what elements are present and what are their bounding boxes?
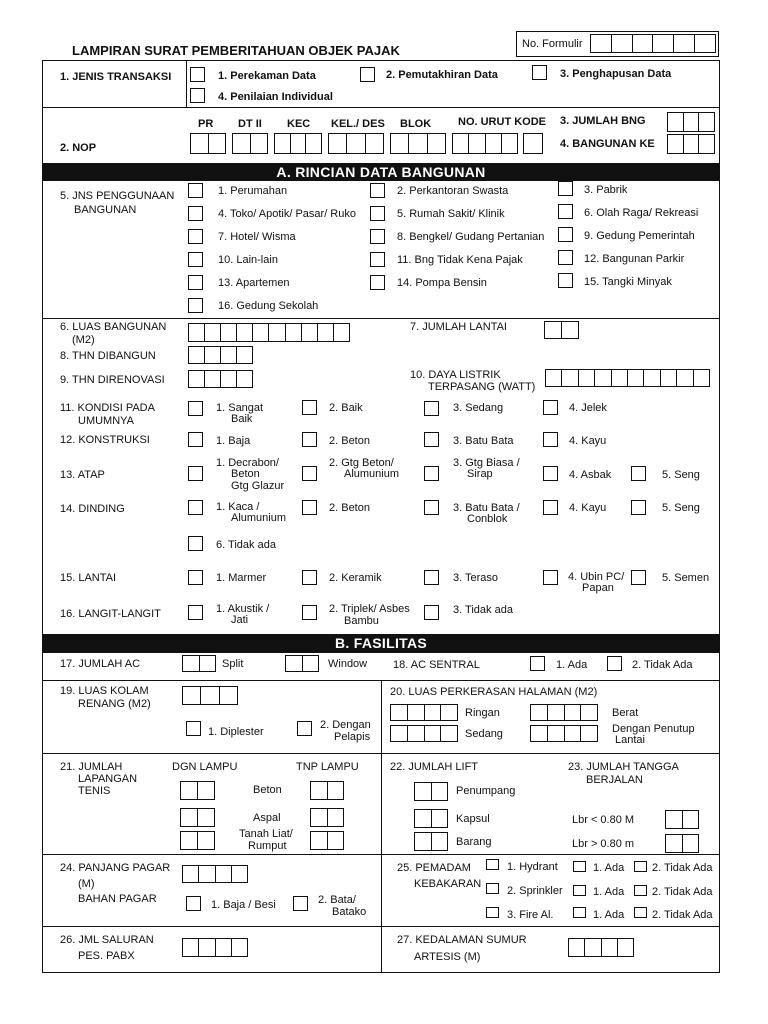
nop-kec-head: KEC xyxy=(287,118,311,130)
sumur-label: 27. KEDALAMAN SUMUR xyxy=(397,934,527,946)
ac-sentral-label: 18. AC SENTRAL xyxy=(393,659,480,671)
sprinkler-checkbox[interactable] xyxy=(486,883,499,894)
thn-direnovasi-label: 9. THN DIRENOVASI xyxy=(60,374,165,386)
dinding-opt1-label: 1. Kaca / xyxy=(216,501,260,513)
jns-opt6-checkbox[interactable] xyxy=(558,204,573,219)
tenis-dgn-beton-input[interactable] xyxy=(180,781,215,800)
nop-nourut-input[interactable] xyxy=(452,133,518,154)
fire-alarm-label: 3. Fire Al. xyxy=(507,909,554,921)
lantai-opt3-label: 3. Teraso xyxy=(453,572,499,584)
kondisi-opt2-label: 2. Baik xyxy=(329,402,363,414)
atap-opt2-checkbox[interactable] xyxy=(302,466,317,481)
lift-kapsul-label: Kapsul xyxy=(456,813,490,825)
langit-opt3-checkbox[interactable] xyxy=(424,605,439,620)
langit-opt2-label-2: Bambu xyxy=(344,615,379,627)
pemutakhiran-label: 2. Pemutakhiran Data xyxy=(386,69,498,81)
tenis-label: 21. JUMLAH xyxy=(60,761,123,773)
atap-opt1-label-3: Gtg Glazur xyxy=(231,480,285,492)
jns-opt6-label: 6. Olah Raga/ Rekreasi xyxy=(584,207,699,219)
langit-label: 16. LANGIT-LANGIT xyxy=(60,608,161,620)
dinding-opt5-checkbox[interactable] xyxy=(631,500,646,515)
divider xyxy=(186,60,187,107)
sprinkler-ada-label: 1. Ada xyxy=(593,886,625,898)
langit-opt1-label: 1. Akustik / xyxy=(216,603,270,615)
hydrant-tidak-label: 2. Tidak Ada xyxy=(652,862,713,874)
dinding-opt3-label-2: Conblok xyxy=(467,513,508,525)
kolam-input[interactable] xyxy=(182,686,238,705)
jns-opt9-checkbox[interactable] xyxy=(558,227,573,242)
bangunan-ke-label: 4. BANGUNAN KE xyxy=(560,138,655,150)
kondisi-opt4-label: 4. Jelek xyxy=(569,402,607,414)
divider xyxy=(381,680,382,973)
tenis-aspal-label: Aspal xyxy=(253,812,281,824)
fire-alarm-ada-label: 1. Ada xyxy=(593,909,625,921)
bahan-pagar-label: BAHAN PAGAR xyxy=(78,893,157,905)
tenis-tnp-beton-input[interactable] xyxy=(310,781,344,800)
daya-listrik-label: 10. DAYA LISTRIK xyxy=(410,369,501,381)
nop-kode-input[interactable] xyxy=(523,133,543,154)
jns-opt3-label: 3. Pabrik xyxy=(584,184,628,196)
dinding-opt6-checkbox[interactable] xyxy=(188,536,203,551)
perkerasan-penutup-label: Dengan Penutup xyxy=(612,723,695,735)
perkerasan-penutup-label-2: Lantai xyxy=(615,734,645,746)
penghapusan-checkbox[interactable] xyxy=(532,65,547,80)
perkerasan-penutup-input[interactable] xyxy=(530,725,598,742)
tangga-label-2: BERJALAN xyxy=(586,774,643,786)
atap-opt2-label-2: Alumunium xyxy=(344,468,400,480)
pemadam-label: 25. PEMADAM xyxy=(397,862,471,874)
daya-listrik-unit: TERPASANG (WATT) xyxy=(428,381,536,393)
tenis-dgn-head: DGN LAMPU xyxy=(172,761,238,773)
jns-opt10-label: 10. Lain-lain xyxy=(218,254,278,266)
langit-opt1-label-2: Jati xyxy=(231,614,249,626)
perkerasan-sedang-input[interactable] xyxy=(390,725,458,742)
sprinkler-tidak-label: 2. Tidak Ada xyxy=(652,886,713,898)
thn-dibangun-label: 8. THN DIBANGUN xyxy=(60,350,156,362)
pagar-unit: (M) xyxy=(78,878,95,890)
tenis-tanah-label: Tanah Liat/ xyxy=(239,828,293,840)
hydrant-ada-label: 1. Ada xyxy=(593,862,625,874)
nop-kec-input[interactable] xyxy=(274,133,322,154)
ac-sentral-tidak-label: 2. Tidak Ada xyxy=(632,659,693,671)
jumlah-bng-label: 3. JUMLAH BNG xyxy=(560,115,646,127)
lantai-opt5-checkbox[interactable] xyxy=(631,570,646,585)
pagar-baja-checkbox[interactable] xyxy=(186,896,201,911)
dinding-opt2-checkbox[interactable] xyxy=(302,500,317,515)
atap-label: 13. ATAP xyxy=(60,469,105,481)
nop-keldes-head: KEL./ DES xyxy=(331,118,385,130)
ac-split-label: Split xyxy=(222,658,244,670)
atap-opt1-label-2: Beton xyxy=(231,468,260,480)
konstruksi-opt4-label: 4. Kayu xyxy=(569,435,607,447)
jns-opt8-checkbox[interactable] xyxy=(370,229,385,244)
perkerasan-label: 20. LUAS PERKERASAN HALAMAN (M2) xyxy=(390,686,598,698)
tangga-lbr1-label: Lbr < 0.80 M xyxy=(572,814,635,826)
nop-dt2-input[interactable] xyxy=(232,133,268,154)
atap-opt5-label: 5. Seng xyxy=(662,469,700,481)
pabx-label-2: PES. PABX xyxy=(78,950,135,962)
atap-opt3-checkbox[interactable] xyxy=(424,466,439,481)
no-formulir-label: No. Formulir xyxy=(522,38,583,50)
jns-opt16-label: 16. Gedung Sekolah xyxy=(218,300,319,312)
atap-opt1-checkbox[interactable] xyxy=(188,466,203,481)
konstruksi-opt3-label: 3. Batu Bata xyxy=(453,435,514,447)
lift-kapsul-input[interactable] xyxy=(414,809,448,828)
jns-opt5-label: 5. Rumah Sakit/ Klinik xyxy=(397,208,505,220)
konstruksi-opt4-checkbox[interactable] xyxy=(543,432,558,447)
kondisi-label: 11. KONDISI PADA xyxy=(60,402,155,414)
dinding-opt3-checkbox[interactable] xyxy=(424,500,439,515)
divider xyxy=(42,652,720,653)
kolam-diplester-label: 1. Diplester xyxy=(208,726,264,738)
luas-bangunan-input[interactable] xyxy=(188,323,350,342)
tenis-tnp-head: TNP LAMPU xyxy=(296,761,359,773)
tangga-lbr2-label: Lbr > 0.80 m xyxy=(572,838,635,850)
langit-opt3-label: 3. Tidak ada xyxy=(453,604,513,616)
fire-alarm-tidak-label: 2. Tidak Ada xyxy=(652,909,713,921)
thn-dibangun-input[interactable] xyxy=(188,346,253,364)
konstruksi-opt2-label: 2. Beton xyxy=(329,435,370,447)
perkerasan-berat-input[interactable] xyxy=(530,704,598,721)
kondisi-label-2: UMUMNYA xyxy=(78,415,135,427)
kolam-pelapis-checkbox[interactable] xyxy=(297,721,312,736)
tenis-dgn-aspal-input[interactable] xyxy=(180,808,215,827)
jumlah-lantai-input[interactable] xyxy=(544,321,579,339)
lift-barang-input[interactable] xyxy=(414,832,448,851)
sprinkler-label: 2. Sprinkler xyxy=(507,885,563,897)
perkerasan-sedang-label: Sedang xyxy=(465,728,503,740)
ac-sentral-tidak-checkbox[interactable] xyxy=(607,656,622,671)
jns-opt13-label: 13. Apartemen xyxy=(218,277,290,289)
jumlah-bng-input[interactable] xyxy=(667,112,715,132)
perkerasan-ringan-input[interactable] xyxy=(390,704,458,721)
lantai-opt1-label: 1. Marmer xyxy=(216,572,267,584)
jns-opt2-checkbox[interactable] xyxy=(370,183,385,198)
pagar-bata-checkbox[interactable] xyxy=(293,896,308,911)
jns-label: 5. JNS PENGGUNAAN xyxy=(60,190,175,202)
perkerasan-berat-label: Berat xyxy=(612,707,639,719)
atap-opt4-checkbox[interactable] xyxy=(543,466,558,481)
jns-opt1-label: 1. Perumahan xyxy=(218,185,288,197)
lantai-opt4-checkbox[interactable] xyxy=(543,570,558,585)
nop-blok-head: BLOK xyxy=(400,118,432,130)
kondisi-opt1-label: 1. Sangat xyxy=(216,402,264,414)
ac-window-label: Window xyxy=(328,658,368,670)
fire-alarm-checkbox[interactable] xyxy=(486,907,499,918)
hydrant-tidak-checkbox[interactable] xyxy=(634,861,647,872)
jns-opt8-label: 8. Bengkel/ Gudang Pertanian xyxy=(397,231,545,243)
sumur-unit: ARTESIS (M) xyxy=(414,951,481,963)
pabx-input[interactable] xyxy=(182,938,248,957)
lantai-opt2-label: 2. Keramik xyxy=(329,572,382,584)
tangga-lbr1-input[interactable] xyxy=(665,810,699,829)
atap-opt3-label-2: Sirap xyxy=(467,468,493,480)
lift-penumpang-input[interactable] xyxy=(414,782,448,801)
sprinkler-ada-checkbox[interactable] xyxy=(573,885,586,896)
pagar-bata-label-2: Batako xyxy=(332,906,367,918)
lantai-opt4-label: 4. Ubin PC/ xyxy=(568,571,625,583)
jns-opt12-label: 12. Bangunan Parkir xyxy=(584,253,685,265)
jns-label-2: BANGUNAN xyxy=(74,204,137,216)
pagar-bata-label: 2. Bata/ xyxy=(318,894,356,906)
sprinkler-tidak-checkbox[interactable] xyxy=(634,885,647,896)
no-formulir-input[interactable] xyxy=(590,34,716,53)
divider xyxy=(42,318,720,319)
tenis-label-3: TENIS xyxy=(78,785,111,797)
jenis-transaksi-label: 1. JENIS TRANSAKSI xyxy=(60,71,172,83)
kolam-diplester-checkbox[interactable] xyxy=(186,721,201,736)
lantai-opt3-checkbox[interactable] xyxy=(424,570,439,585)
ac-window-input[interactable] xyxy=(285,655,319,672)
sumur-input[interactable] xyxy=(568,938,634,957)
kolam-label-2: RENANG (M2) xyxy=(78,698,151,710)
kondisi-opt4-checkbox[interactable] xyxy=(543,400,558,415)
dinding-opt4-checkbox[interactable] xyxy=(543,500,558,515)
bangunan-ke-input[interactable] xyxy=(667,134,715,154)
lantai-label: 15. LANTAI xyxy=(60,572,117,584)
jns-opt7-checkbox[interactable] xyxy=(188,229,203,244)
nop-keldes-input[interactable] xyxy=(328,133,384,154)
konstruksi-label: 12. KONSTRUKSI xyxy=(60,434,150,446)
jns-opt4-checkbox[interactable] xyxy=(188,206,203,221)
jns-opt14-label: 14. Pompa Bensin xyxy=(397,277,487,289)
jns-opt11-checkbox[interactable] xyxy=(370,252,385,267)
nop-pr-input[interactable] xyxy=(190,133,226,154)
jns-opt4-label: 4. Toko/ Apotik/ Pasar/ Ruko xyxy=(218,208,356,220)
jns-opt2-label: 2. Perkantoran Swasta xyxy=(397,185,509,197)
fire-alarm-tidak-checkbox[interactable] xyxy=(634,907,647,918)
lantai-opt5-label: 5. Semen xyxy=(662,572,710,584)
nop-dt2-head: DT II xyxy=(238,118,262,130)
pemadam-label-2: KEBAKARAN xyxy=(414,878,482,890)
jns-opt12-checkbox[interactable] xyxy=(558,250,573,265)
dinding-opt2-label: 2. Beton xyxy=(329,502,370,514)
ac-sentral-ada-checkbox[interactable] xyxy=(530,656,545,671)
jns-opt16-checkbox[interactable] xyxy=(188,298,203,313)
pabx-label: 26. JML SALURAN xyxy=(60,934,154,946)
section-a-header: A. RINCIAN DATA BANGUNAN xyxy=(42,163,720,181)
perekaman-label: 1. Perekaman Data xyxy=(218,70,316,82)
nop-pr-head: PR xyxy=(198,118,214,130)
kondisi-opt3-checkbox[interactable] xyxy=(424,401,439,416)
jns-opt1-checkbox[interactable] xyxy=(188,183,203,198)
konstruksi-opt1-checkbox[interactable] xyxy=(188,432,203,447)
hydrant-label: 1. Hydrant xyxy=(507,861,558,873)
divider xyxy=(42,107,720,108)
jns-opt14-checkbox[interactable] xyxy=(370,275,385,290)
fire-alarm-ada-checkbox[interactable] xyxy=(573,907,586,918)
tenis-tnp-tanah-input[interactable] xyxy=(310,831,344,850)
konstruksi-opt1-label: 1. Baja xyxy=(216,435,251,447)
jns-opt10-checkbox[interactable] xyxy=(188,252,203,267)
lift-barang-label: Barang xyxy=(456,836,492,848)
dinding-opt1-checkbox[interactable] xyxy=(188,500,203,515)
kolam-pelapis-label: 2. Dengan xyxy=(320,719,371,731)
jns-opt15-label: 15. Tangki Minyak xyxy=(584,276,672,288)
luas-bangunan-unit: (M2) xyxy=(72,334,95,346)
luas-bangunan-label: 6. LUAS BANGUNAN xyxy=(60,321,167,333)
kondisi-opt2-checkbox[interactable] xyxy=(302,400,317,415)
nop-nourut-head: NO. URUT KODE xyxy=(458,116,546,128)
perekaman-checkbox[interactable] xyxy=(190,67,205,82)
daya-listrik-input[interactable] xyxy=(545,369,710,387)
konstruksi-opt3-checkbox[interactable] xyxy=(424,432,439,447)
kolam-pelapis-label-2: Pelapis xyxy=(334,731,371,743)
penilaian-checkbox[interactable] xyxy=(190,88,205,103)
langit-opt2-label: 2. Triplek/ Asbes xyxy=(329,603,410,615)
tenis-tnp-aspal-input[interactable] xyxy=(310,808,344,827)
jns-opt7-label: 7. Hotel/ Wisma xyxy=(218,231,296,243)
tenis-label-2: LAPANGAN xyxy=(78,773,138,785)
langit-opt2-checkbox[interactable] xyxy=(302,605,317,620)
tangga-lbr2-input[interactable] xyxy=(665,834,699,853)
jumlah-lantai-label: 7. JUMLAH LANTAI xyxy=(410,321,507,333)
form-title: LAMPIRAN SURAT PEMBERITAHUAN OBJEK PAJAK xyxy=(72,43,400,58)
penilaian-label: 4. Penilaian Individual xyxy=(218,91,333,103)
atap-opt1-label: 1. Decrabon/ xyxy=(216,457,279,469)
kolam-label: 19. LUAS KOLAM xyxy=(60,685,149,697)
lantai-opt4-label-2: Papan xyxy=(582,582,614,594)
dinding-opt1-label-2: Alumunium xyxy=(231,512,287,524)
hydrant-ada-checkbox[interactable] xyxy=(573,861,586,872)
lift-label: 22. JUMLAH LIFT xyxy=(390,761,479,773)
konstruksi-opt2-checkbox[interactable] xyxy=(302,432,317,447)
lantai-opt2-checkbox[interactable] xyxy=(302,570,317,585)
dinding-opt4-label: 4. Kayu xyxy=(569,502,607,514)
tangga-label: 23. JUMLAH TANGGA xyxy=(568,761,679,773)
atap-opt2-label: 2. Gtg Beton/ xyxy=(329,457,394,469)
pemutakhiran-checkbox[interactable] xyxy=(360,67,375,82)
section-b-header: B. FASILITAS xyxy=(42,634,720,652)
kondisi-opt1-label-2: Baik xyxy=(231,413,253,425)
jns-opt3-checkbox[interactable] xyxy=(558,181,573,196)
nop-label: 2. NOP xyxy=(60,142,97,154)
jns-opt9-label: 9. Gedung Pemerintah xyxy=(584,230,695,242)
jns-opt5-checkbox[interactable] xyxy=(370,206,385,221)
dinding-opt6-label: 6. Tidak ada xyxy=(216,539,276,551)
kondisi-opt1-checkbox[interactable] xyxy=(188,401,203,416)
jns-opt15-checkbox[interactable] xyxy=(558,273,573,288)
nop-blok-input[interactable] xyxy=(390,133,446,154)
kondisi-opt3-label: 3. Sedang xyxy=(453,402,504,414)
atap-opt5-checkbox[interactable] xyxy=(631,466,646,481)
tenis-dgn-tanah-input[interactable] xyxy=(180,831,215,850)
jumlah-ac-label: 17. JUMLAH AC xyxy=(60,658,141,670)
dinding-opt5-label: 5. Seng xyxy=(662,502,700,514)
ac-split-input[interactable] xyxy=(182,655,216,672)
langit-opt1-checkbox[interactable] xyxy=(188,605,203,620)
thn-direnovasi-input[interactable] xyxy=(188,370,253,388)
hydrant-checkbox[interactable] xyxy=(486,859,499,870)
tenis-tanah-label-2: Rumput xyxy=(248,840,287,852)
perkerasan-ringan-label: Ringan xyxy=(465,707,500,719)
pagar-label: 24. PANJANG PAGAR xyxy=(60,862,171,874)
lift-penumpang-label: Penumpang xyxy=(456,785,516,797)
pagar-input[interactable] xyxy=(182,865,248,883)
atap-opt4-label: 4. Asbak xyxy=(569,469,612,481)
pagar-baja-label: 1. Baja / Besi xyxy=(211,899,276,911)
ac-sentral-ada-label: 1. Ada xyxy=(556,659,588,671)
atap-opt3-label: 3. Gtg Biasa / xyxy=(453,457,520,469)
lantai-opt1-checkbox[interactable] xyxy=(188,570,203,585)
jns-opt13-checkbox[interactable] xyxy=(188,275,203,290)
dinding-label: 14. DINDING xyxy=(60,503,125,515)
penghapusan-label: 3. Penghapusan Data xyxy=(560,68,672,80)
tenis-beton-label: Beton xyxy=(253,784,282,796)
dinding-opt3-label: 3. Batu Bata / xyxy=(453,502,520,514)
jns-opt11-label: 11. Bng Tidak Kena Pajak xyxy=(397,254,523,266)
